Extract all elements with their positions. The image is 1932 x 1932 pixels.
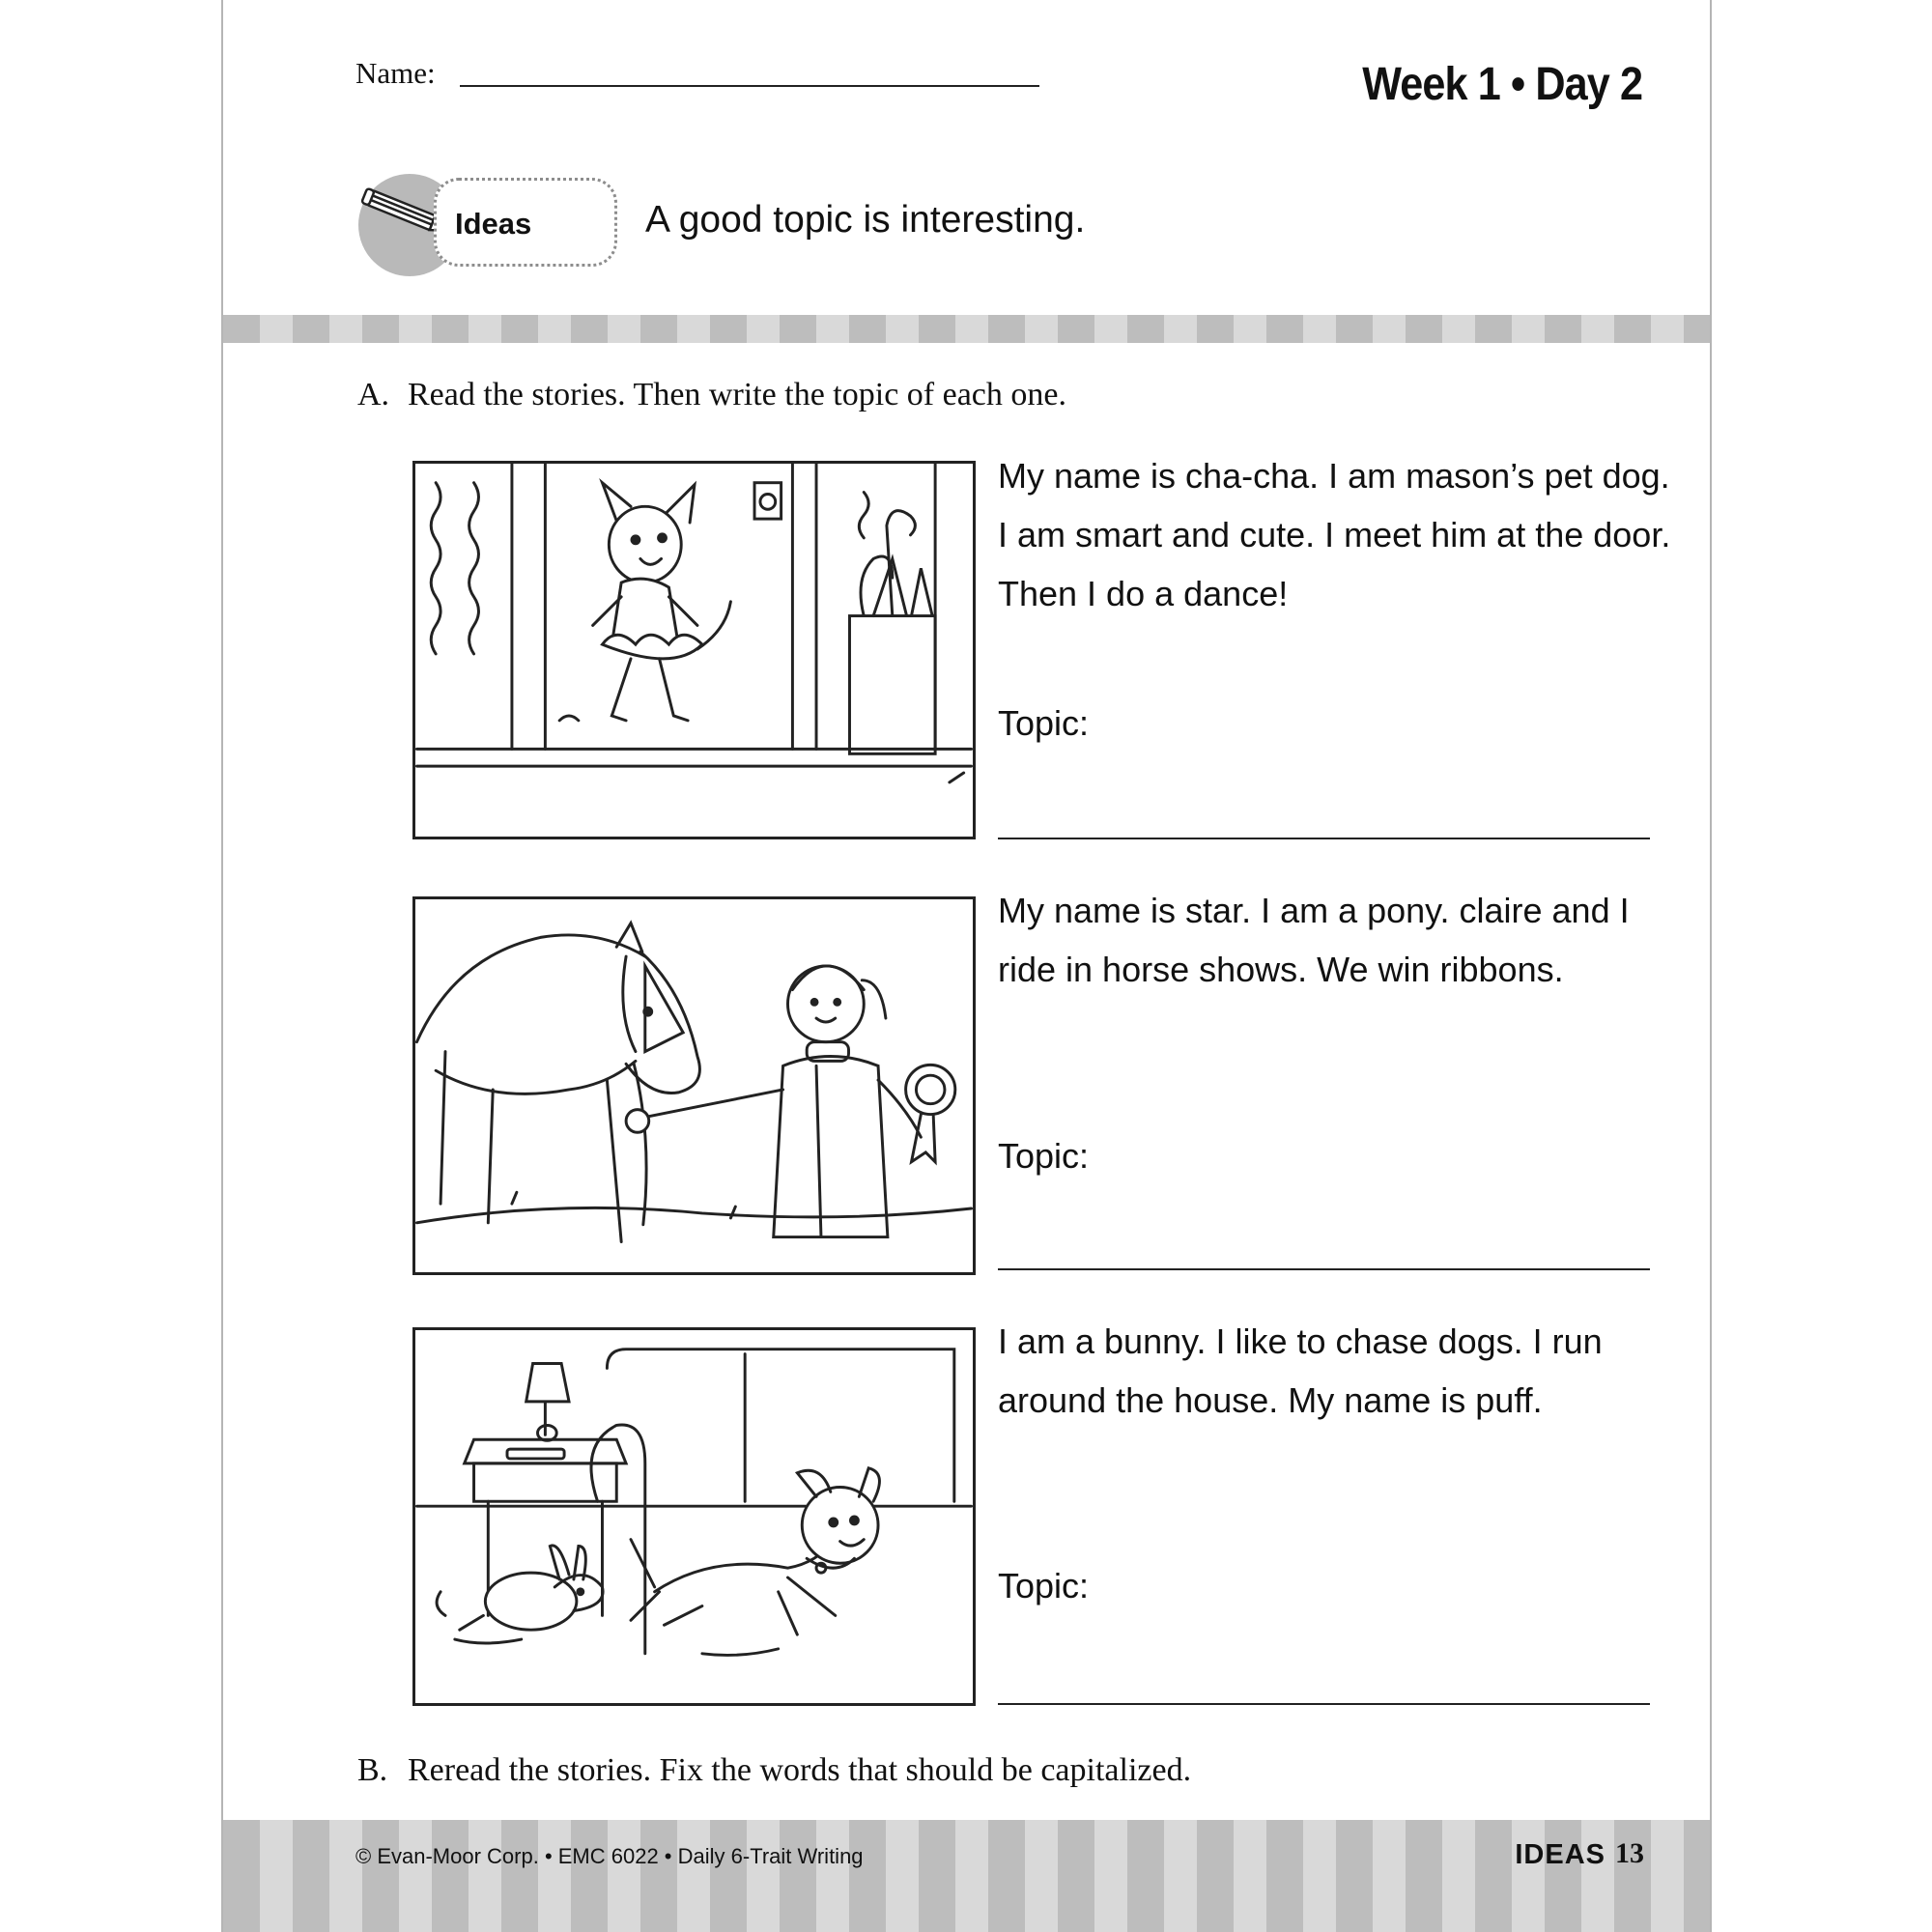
instruction-b-text: Reread the stories. Fix the words that should be capitalized. — [408, 1752, 1192, 1788]
story-1-text: My name is cha-cha. I am mason’s pet dog. I am smart and cute. I meet him at the door. Then I do a dance! — [998, 456, 1671, 613]
badge-label: Ideas — [455, 207, 532, 241]
worksheet-page — [221, 0, 1712, 1932]
story-2-topic-answer-line[interactable] — [998, 1268, 1650, 1270]
bunny-chasing-dog-illustration — [412, 1327, 976, 1706]
story-1-topic-label: Topic: — [998, 703, 1090, 743]
name-label: Name: — [355, 56, 436, 90]
story-2-text: My name is star. I am a pony. claire and I ride in horse shows. We win ribbons. — [998, 891, 1630, 989]
instruction-a — [357, 377, 1066, 413]
instruction-b-letter: B. — [357, 1752, 388, 1788]
top-stripe-band — [223, 315, 1710, 343]
story-2-topic-label: Topic: — [998, 1136, 1090, 1176]
trait-badge — [358, 162, 648, 278]
name-write-line[interactable] — [460, 85, 1039, 87]
week-day-title: Week 1 • Day 2 — [1362, 59, 1642, 110]
story-3-topic-answer-line[interactable] — [998, 1703, 1650, 1705]
footer-stripe-band — [223, 1820, 1710, 1932]
trait-tagline: A good topic is interesting. — [645, 199, 1086, 241]
girl-with-pony-illustration — [412, 896, 976, 1275]
story-3-text: I am a bunny. I like to chase dogs. I run around the house. My name is puff. — [998, 1321, 1603, 1420]
story-1-topic-answer-line[interactable] — [998, 838, 1650, 839]
story-3-topic-label: Topic: — [998, 1566, 1090, 1605]
dog-dancing-illustration — [412, 461, 976, 839]
instruction-b — [357, 1752, 1191, 1789]
instruction-a-text: Read the stories. Then write the topic of each one. — [408, 377, 1066, 412]
instruction-a-letter: A. — [357, 377, 390, 412]
footer-copyright: © Evan-Moor Corp. • EMC 6022 • Daily 6-Trait Writing — [355, 1844, 864, 1868]
footer-trait-label: IDEAS — [1515, 1839, 1605, 1870]
page-number: 13 — [1615, 1837, 1644, 1869]
